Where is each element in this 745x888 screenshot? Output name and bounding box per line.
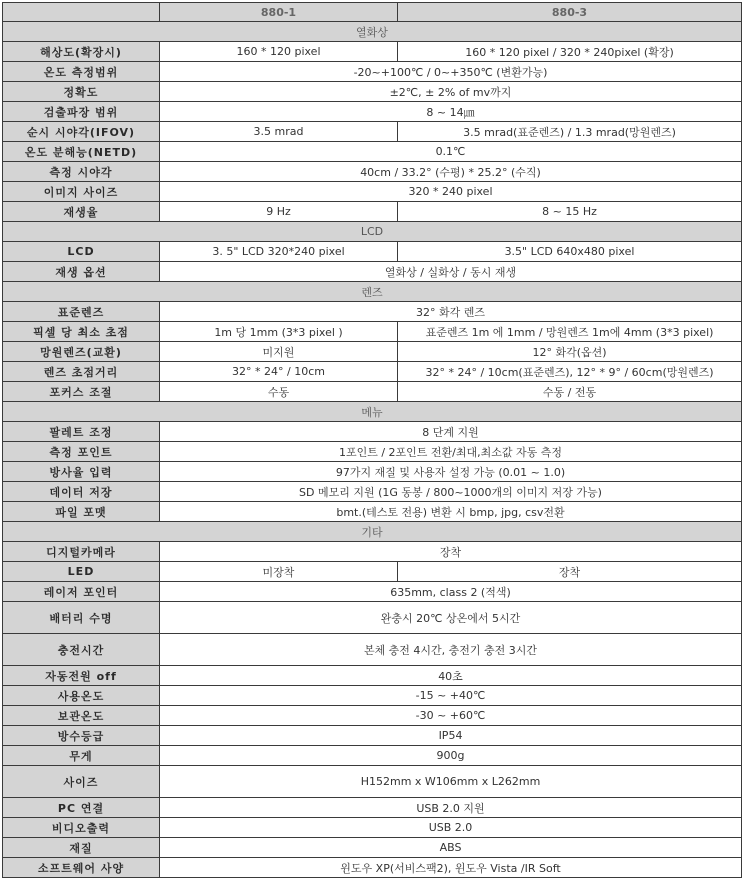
spec-value-880-3: 장착 xyxy=(398,562,742,582)
spec-value-880-3: 3.5" LCD 640x480 pixel xyxy=(398,242,742,262)
spec-value-shared: ABS xyxy=(160,838,742,858)
spec-value-880-3: 160 * 120 pixel / 320 * 240pixel (확장) xyxy=(398,42,742,62)
spec-value-shared: ±2℃, ± 2% of mv까지 xyxy=(160,82,742,102)
spec-label: 정확도 xyxy=(3,82,160,102)
spec-row xyxy=(3,142,742,162)
spec-row xyxy=(3,102,742,122)
spec-label: 재질 xyxy=(3,838,160,858)
spec-row xyxy=(3,182,742,202)
spec-label: 온도 측정범위 xyxy=(3,62,160,82)
spec-label: 사이즈 xyxy=(3,766,160,798)
spec-value-880-3: 표준렌즈 1m 에 1mm / 망원렌즈 1m에 4mm (3*3 pixel) xyxy=(398,322,742,342)
spec-label: LED xyxy=(3,562,160,582)
spec-label: 포커스 조절 xyxy=(3,382,160,402)
spec-row xyxy=(3,322,742,342)
spec-value-880-3: 32° * 24° / 10cm(표준렌즈), 12° * 9° / 60cm(망원렌즈) xyxy=(398,362,742,382)
spec-row xyxy=(3,42,742,62)
spec-label: 자동전원 off xyxy=(3,666,160,686)
spec-row xyxy=(3,602,742,634)
spec-row xyxy=(3,462,742,482)
spec-table xyxy=(2,2,742,878)
spec-row xyxy=(3,422,742,442)
spec-value-shared: bmt.(테스토 전용) 변환 시 bmp, jpg, csv전환 xyxy=(160,502,742,522)
spec-row xyxy=(3,82,742,102)
section-header-row xyxy=(3,222,742,242)
spec-value-880-3: 8 ~ 15 Hz xyxy=(398,202,742,222)
spec-value-shared: -30 ~ +60℃ xyxy=(160,706,742,726)
spec-value-shared: SD 메모리 지원 (1G 동봉 / 800~1000개의 이미지 저장 가능) xyxy=(160,482,742,502)
spec-label: LCD xyxy=(3,242,160,262)
spec-row xyxy=(3,202,742,222)
spec-row xyxy=(3,666,742,686)
section-header-row xyxy=(3,402,742,422)
spec-row xyxy=(3,122,742,142)
spec-row xyxy=(3,634,742,666)
section-title: LCD xyxy=(3,222,742,242)
spec-value-shared: 본체 충전 4시간, 충전기 충전 3시간 xyxy=(160,634,742,666)
spec-label: 디지털카메라 xyxy=(3,542,160,562)
section-header-row xyxy=(3,282,742,302)
spec-label: 팔레트 조정 xyxy=(3,422,160,442)
section-title: 렌즈 xyxy=(3,282,742,302)
spec-value-880-1: 수동 xyxy=(160,382,398,402)
spec-label: PC 연결 xyxy=(3,798,160,818)
spec-value-shared: 0.1℃ xyxy=(160,142,742,162)
spec-row xyxy=(3,242,742,262)
spec-row xyxy=(3,838,742,858)
spec-label: 렌즈 초점거리 xyxy=(3,362,160,382)
spec-row xyxy=(3,818,742,838)
spec-value-shared: USB 2.0 지원 xyxy=(160,798,742,818)
spec-value-880-1: 1m 당 1mm (3*3 pixel ) xyxy=(160,322,398,342)
spec-row xyxy=(3,726,742,746)
spec-value-shared: -20~+100℃ / 0~+350℃ (변환가능) xyxy=(160,62,742,82)
spec-label: 데이터 저장 xyxy=(3,482,160,502)
spec-value-shared: 635mm, class 2 (적색) xyxy=(160,582,742,602)
spec-value-shared: 900g xyxy=(160,746,742,766)
spec-table-body xyxy=(3,3,742,878)
section-title: 기타 xyxy=(3,522,742,542)
header-corner xyxy=(3,3,160,22)
spec-value-shared: 1포인트 / 2포인트 전환/최대,최소값 자동 측정 xyxy=(160,442,742,462)
spec-row xyxy=(3,706,742,726)
spec-label: 재생율 xyxy=(3,202,160,222)
spec-row xyxy=(3,382,742,402)
spec-value-shared: 8 단계 지원 xyxy=(160,422,742,442)
spec-row xyxy=(3,502,742,522)
spec-value-shared: 장착 xyxy=(160,542,742,562)
spec-label: 사용온도 xyxy=(3,686,160,706)
spec-label: 픽셀 당 최소 초점 xyxy=(3,322,160,342)
spec-label: 측정 포인트 xyxy=(3,442,160,462)
spec-label: 순시 시야각(IFOV) xyxy=(3,122,160,142)
spec-label: 망원렌즈(교환) xyxy=(3,342,160,362)
spec-value-880-3: 3.5 mrad(표준렌즈) / 1.3 mrad(망원렌즈) xyxy=(398,122,742,142)
spec-value-880-1: 3.5 mrad xyxy=(160,122,398,142)
spec-label: 이미지 사이즈 xyxy=(3,182,160,202)
spec-label: 무게 xyxy=(3,746,160,766)
spec-row xyxy=(3,582,742,602)
header-model-880-3: 880-3 xyxy=(398,3,742,22)
spec-row xyxy=(3,262,742,282)
spec-label: 방수등급 xyxy=(3,726,160,746)
spec-value-shared: 완충시 20℃ 상온에서 5시간 xyxy=(160,602,742,634)
spec-row xyxy=(3,746,742,766)
spec-value-shared: 40초 xyxy=(160,666,742,686)
spec-label: 충전시간 xyxy=(3,634,160,666)
spec-row xyxy=(3,482,742,502)
spec-label: 배터리 수명 xyxy=(3,602,160,634)
spec-value-880-1: 160 * 120 pixel xyxy=(160,42,398,62)
spec-label: 보관온도 xyxy=(3,706,160,726)
spec-label: 레이저 포인터 xyxy=(3,582,160,602)
spec-value-880-1: 32° * 24° / 10cm xyxy=(160,362,398,382)
spec-value-shared: 320 * 240 pixel xyxy=(160,182,742,202)
spec-row xyxy=(3,766,742,798)
spec-value-shared: H152mm x W106mm x L262mm xyxy=(160,766,742,798)
spec-row xyxy=(3,686,742,706)
spec-value-880-1: 3. 5" LCD 320*240 pixel xyxy=(160,242,398,262)
spec-row xyxy=(3,798,742,818)
spec-row xyxy=(3,562,742,582)
spec-value-shared: -15 ~ +40℃ xyxy=(160,686,742,706)
section-title: 메뉴 xyxy=(3,402,742,422)
spec-label: 방사율 입력 xyxy=(3,462,160,482)
spec-label: 해상도(확장시) xyxy=(3,42,160,62)
section-header-row xyxy=(3,522,742,542)
spec-value-shared: 40cm / 33.2° (수평) * 25.2° (수직) xyxy=(160,162,742,182)
spec-label: 비디오출력 xyxy=(3,818,160,838)
spec-row xyxy=(3,542,742,562)
spec-value-shared: 8 ~ 14㎛ xyxy=(160,102,742,122)
spec-label: 표준렌즈 xyxy=(3,302,160,322)
section-title: 열화상 xyxy=(3,22,742,42)
spec-value-880-1: 미지원 xyxy=(160,342,398,362)
spec-row xyxy=(3,362,742,382)
spec-label: 온도 분해능(NETD) xyxy=(3,142,160,162)
spec-label: 검출파장 범위 xyxy=(3,102,160,122)
spec-value-880-3: 12° 화각(옵션) xyxy=(398,342,742,362)
section-header-row xyxy=(3,22,742,42)
spec-row xyxy=(3,342,742,362)
spec-value-880-1: 미장착 xyxy=(160,562,398,582)
spec-value-shared: IP54 xyxy=(160,726,742,746)
spec-label: 재생 옵션 xyxy=(3,262,160,282)
spec-value-shared: 열화상 / 실화상 / 동시 재생 xyxy=(160,262,742,282)
spec-value-880-3: 수동 / 전동 xyxy=(398,382,742,402)
spec-label: 파일 포맷 xyxy=(3,502,160,522)
spec-row xyxy=(3,858,742,878)
spec-label: 측정 시야각 xyxy=(3,162,160,182)
header-row xyxy=(3,3,742,22)
spec-value-880-1: 9 Hz xyxy=(160,202,398,222)
spec-row xyxy=(3,442,742,462)
spec-label: 소프트웨어 사양 xyxy=(3,858,160,878)
spec-value-shared: 윈도우 XP(서비스팩2), 윈도우 Vista /IR Soft xyxy=(160,858,742,878)
spec-value-shared: 97가지 재질 및 사용자 설정 가능 (0.01 ~ 1.0) xyxy=(160,462,742,482)
spec-row xyxy=(3,162,742,182)
spec-value-shared: 32° 화각 렌즈 xyxy=(160,302,742,322)
spec-value-shared: USB 2.0 xyxy=(160,818,742,838)
spec-row xyxy=(3,62,742,82)
header-model-880-1: 880-1 xyxy=(160,3,398,22)
spec-row xyxy=(3,302,742,322)
